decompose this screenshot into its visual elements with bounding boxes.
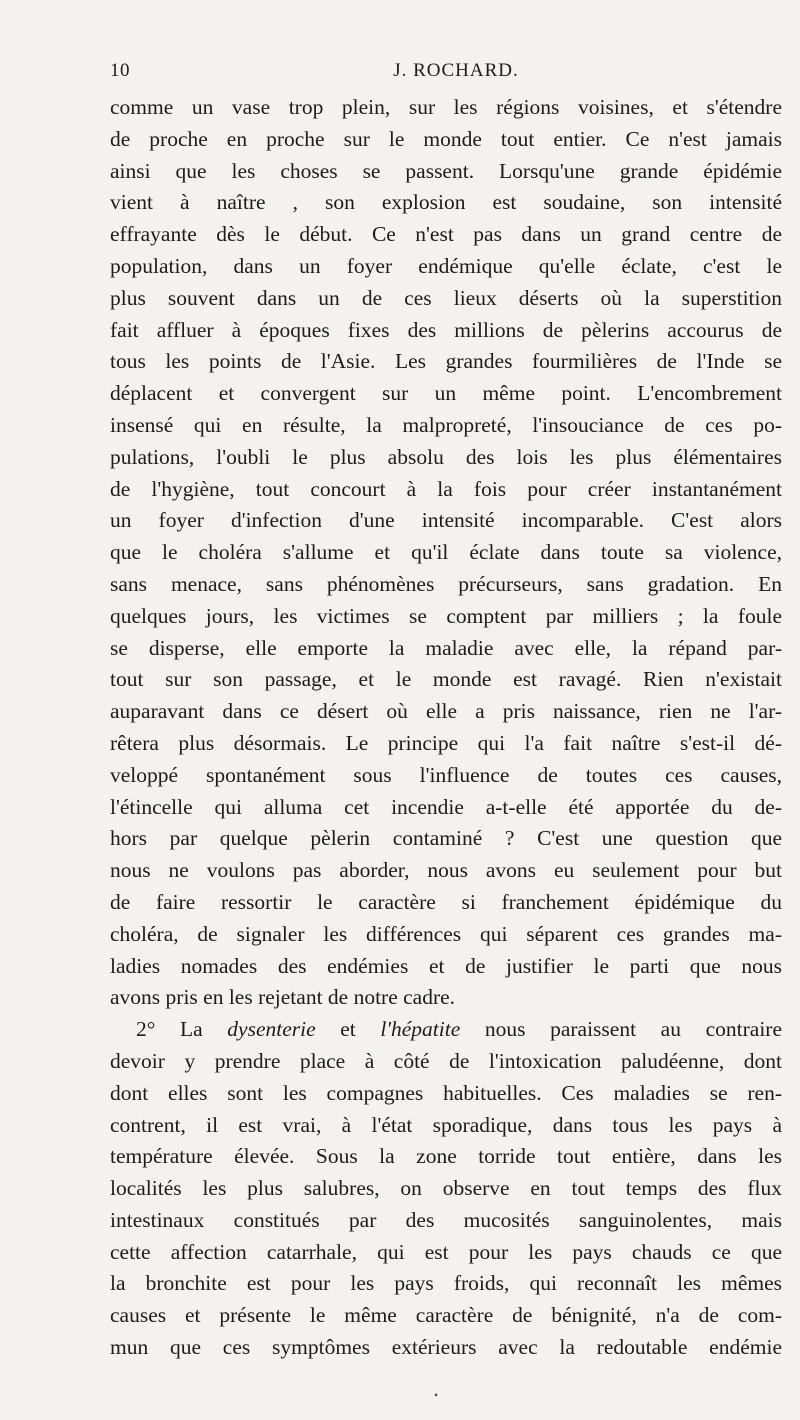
text-line: vient à naître , son explosion est soudaine, son intensité bbox=[110, 190, 782, 215]
text-line: que le choléra s'allume et qu'il éclate dans toute sa violence, bbox=[110, 540, 782, 565]
text-line: se disperse, elle emporte la maladie avec elle, la répand par- bbox=[110, 635, 782, 660]
body-text bbox=[110, 92, 782, 1364]
text-line: pulations, l'oubli le plus absolu des lois les plus élémentaires bbox=[110, 444, 782, 469]
text-line: choléra, de signaler les différences qui séparent ces grandes ma- bbox=[110, 921, 782, 946]
text-line: fait affluer à époques fixes des millions de pèlerins accourus de bbox=[110, 317, 782, 342]
paragraph-dysentery-hepatitis bbox=[110, 1014, 782, 1364]
text-line: déplacent et convergent sur un même point. L'encombrement bbox=[110, 381, 782, 406]
text-line: insensé qui en résulte, la malpropreté, l'insouciance de ces po- bbox=[110, 412, 782, 437]
running-head bbox=[110, 60, 782, 88]
enumeration-prefix: 2° La bbox=[136, 1017, 228, 1042]
text-line: de faire ressortir le caractère si franchement épidémique du bbox=[110, 889, 782, 914]
text-line: tous les points de l'Asie. Les grandes fourmilières de l'Inde se bbox=[110, 349, 782, 374]
signature-mark: • bbox=[434, 1388, 439, 1402]
text-line: l'étincelle qui alluma cet incendie a-t-elle été apportée du de- bbox=[110, 794, 782, 819]
text-line: mun que ces symptômes extérieurs avec la redoutable endémie bbox=[110, 1335, 782, 1360]
text-line: hors par quelque pèlerin contaminé ? C'est une question que bbox=[110, 826, 782, 851]
text-line: intestinaux constitués par des mucosités sanguinolentes, mais bbox=[110, 1207, 782, 1232]
text-line: population, dans un foyer endémique qu'elle éclate, c'est le bbox=[110, 253, 782, 278]
running-head-author: J. ROCHARD. bbox=[393, 60, 519, 81]
text-line: ainsi que les choses se passent. Lorsqu'une grande épidémie bbox=[110, 158, 782, 183]
text-line: causes et présente le même caractère de bénignité, n'a de com- bbox=[110, 1303, 782, 1328]
text-line: localités les plus salubres, on observe en tout temps des flux bbox=[110, 1176, 782, 1201]
text-line: auparavant dans ce désert où elle a pris naissance, rien ne l'ar- bbox=[110, 699, 782, 724]
text-fragment: et bbox=[315, 1017, 381, 1042]
term-dysentery: dysenterie bbox=[227, 1017, 316, 1042]
text-line: plus souvent dans un de ces lieux déserts où la superstition bbox=[110, 285, 782, 310]
text-line: température élevée. Sous la zone torride tout entière, dans les bbox=[110, 1144, 782, 1169]
text-line: de proche en proche sur le monde tout entier. Ce n'est jamais bbox=[110, 126, 782, 151]
text-line: dont elles sont les compagnes habituelles. Ces maladies se ren- bbox=[110, 1080, 782, 1105]
text-line: contrent, il est vrai, à l'état sporadique, dans tous les pays à bbox=[110, 1112, 782, 1137]
text-line: ladies nomades des endémies et de justifier le parti que nous bbox=[110, 953, 782, 978]
text-line: nous ne voulons pas aborder, nous avons eu seulement pour but bbox=[110, 858, 782, 883]
text-line: tout sur son passage, et le monde est ravagé. Rien n'existait bbox=[110, 667, 782, 692]
text-fragment: nous paraissent au contraire bbox=[460, 1017, 782, 1042]
text-line: un foyer d'infection d'une intensité incomparable. C'est alors bbox=[110, 508, 782, 533]
text-line: avons pris en les rejetant de notre cadre. bbox=[110, 985, 456, 1010]
text-line: cette affection catarrhale, qui est pour les pays chauds ce que bbox=[110, 1239, 782, 1264]
text-line: quelques jours, les victimes se comptent par milliers ; la foule bbox=[110, 603, 782, 628]
text-line: devoir y prendre place à côté de l'intoxication paludéenne, dont bbox=[110, 1048, 782, 1073]
term-hepatitis: l'hépatite bbox=[380, 1017, 461, 1042]
page-number: 10 bbox=[110, 60, 130, 81]
text-line: effrayante dès le début. Ce n'est pas dans un grand centre de bbox=[110, 222, 782, 247]
text-line: la bronchite est pour les pays froids, qui reconnaît les mêmes bbox=[110, 1271, 782, 1296]
text-line: de l'hygiène, tout concourt à la fois pour créer instantanément bbox=[110, 476, 782, 501]
text-line: comme un vase trop plein, sur les régions voisines, et s'étendre bbox=[110, 95, 782, 119]
text-line: veloppé spontanément sous l'influence de toutes ces causes, bbox=[110, 762, 782, 787]
text-line bbox=[110, 1014, 782, 1046]
text-line: rêtera plus désormais. Le principe qui l'a fait naître s'est-il dé- bbox=[110, 730, 782, 755]
paragraph-cholera bbox=[110, 92, 782, 1014]
text-line: sans menace, sans phénomènes précurseurs, sans gradation. En bbox=[110, 571, 782, 596]
